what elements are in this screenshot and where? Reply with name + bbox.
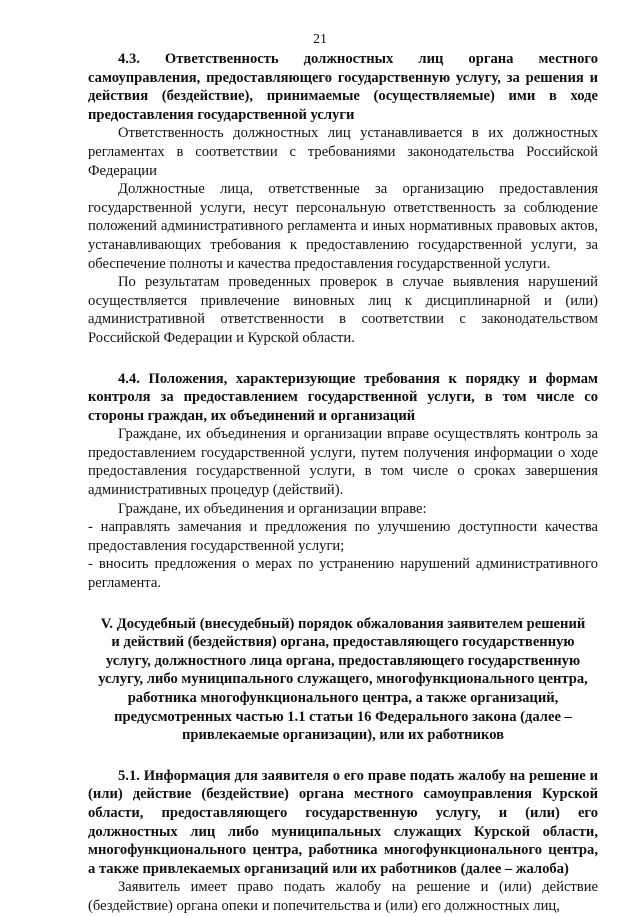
section-5-1-paragraph-1: Заявитель имеет право подать жалобу на решение и (или) действие (бездействие) органа опеки и попечительства и (или) его должностных лиц, xyxy=(88,879,598,914)
section-4-3-paragraph-2: Должностные лица, ответственные за организацию предоставления государственной услуги, несут персональную ответственность за соблюдение положений административного регламента и иных нормативных правовых актов, устанавливающих требования к предоставлению государственной услуги, за обеспечение полноты и качества предоставления государственной услуги. xyxy=(88,181,598,272)
section-4-4-list-item-1: - направлять замечания и предложения по улучшению доступности качества предоставления государственной услуги; xyxy=(88,519,598,554)
document-body xyxy=(88,50,598,916)
section-5-1-heading: 5.1. Информация для заявителя о его праве подать жалобу на решение и (или) действие (бездействие) органа местного самоуправления Курской области, предоставляющего государственную услугу, и (или) его должностных лиц либо муниципальных служащих Курской области, многофункционального центра, работника многофункционального центра, а также привлекаемых организаций или их работников (далее – жалоба) xyxy=(88,767,598,877)
section-5-title: V. Досудебный (внесудебный) порядок обжалования заявителем решений и действий (бездействия) органа, предоставляющего государственную услугу, должностного лица органа, предоставляющего государственную услугу, либо муниципального служащего, многофункционального центра, работника многофункционального центра, а также организаций, предусмотренных частью 1.1 статьи 16 Федерального закона (далее – привлекаемые организации), или их работников xyxy=(98,615,588,744)
section-4-4-paragraph-1: Граждане, их объединения и организации вправе осуществлять контроль за предоставлением государственной услуги, путем получения информации о ходе предоставления государственной услуги, в том числе о сроках завершения административных процедур (действий). xyxy=(88,426,598,499)
section-4-3-heading: 4.3. Ответственность должностных лиц органа местного самоуправления, предоставляющего государственную услугу, за решения и действия (бездействие), принимаемые (осуществляемые) ими в ходе предоставления государственной услуги xyxy=(88,51,598,123)
section-4-3-paragraph-1: Ответственность должностных лиц устанавливается в их должностных регламентах в соответствии с требованиями законодательства Российской Федерации xyxy=(88,125,598,179)
section-4-3-paragraph-3: По результатам проведенных проверок в случае выявления нарушений осуществляется привлечение виновных лиц к дисциплинарной и (или) административной ответственности в соответствии с законодательством Российской Федерации и Курской области. xyxy=(88,274,598,346)
section-4-4-list-item-2: - вносить предложения о мерах по устранению нарушений административного регламента. xyxy=(88,556,598,592)
section-4-4-heading: 4.4. Положения, характеризующие требования к порядку и формам контроля за предоставлением государственной услуги, в том числе со стороны граждан, их объединений и организаций xyxy=(88,370,598,424)
section-4-4-paragraph-2: Граждане, их объединения и организации вправе: xyxy=(118,500,427,517)
page-number: 21 xyxy=(313,32,327,47)
